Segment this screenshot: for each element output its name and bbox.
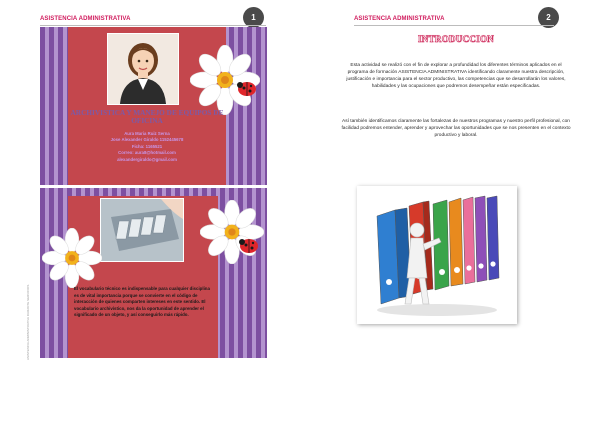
brochure-panel-top [40, 27, 267, 185]
brochure-panel-bottom [40, 188, 267, 358]
intro-paragraph: Así también identificamos claramente las fortalezas de nuestros programas y nuestro perfil profesional, con facilidad podremos entender, aprender y aprovechar las oportunidades que se nos presenten en el contexto productivo y laboral. [341, 119, 571, 139]
author-line: alexandergiraldo@gmail.com [117, 156, 177, 162]
body-paragraph: El vocabulario técnico es indispensable para cualquier disciplina es de vital importancia porque se convierte en el código de interacción de quienes comparten intereses en este sentido. El vocabulario archivístico, nos da la oportunidad de aprender el significado de un objeto, y así conseguirlo más rápido. [74, 286, 210, 317]
header-divider [40, 25, 266, 26]
flower-icon [42, 228, 102, 288]
archive-drawer-photo [100, 198, 184, 262]
author-line: Correo: aura8@hotmail.com [118, 150, 176, 156]
page-header: ASISTENCIA ADMINISTRATIVA [354, 16, 445, 22]
author-info [68, 131, 226, 163]
intro-paragraph: Esta actividad se realizó con el fin de explorar a profundidad los diferentes términos aplicados en el programa de formación ASISTENCIA ADMINISTRATIVA identificando claramente nuestra descripción, justificación e importancia para el sector productivo, las competencias que se desarrollarán los valores, habilidades y las ocupaciones que podremos desempeñar están especificadas. [346, 63, 566, 90]
flower-icon [200, 200, 264, 264]
author-line: Jose Alexander Giraldo 1152445678 [110, 137, 184, 143]
section-title: INTRODUCCION [418, 34, 495, 44]
author-line: Ficha: 1165521 [131, 143, 163, 149]
page-header: ASISTENCIA ADMINISTRATIVA [40, 16, 131, 22]
page-right [300, 0, 600, 424]
author-line: Aura Maria Ruiz Serna [124, 131, 170, 136]
ladybug-icon [236, 79, 258, 97]
spine-text: ASISTENCIA ADMINISTRATIVA DURANTE SERVICIOS [26, 284, 30, 360]
ladybug-icon [238, 236, 260, 254]
page-number: 1 [243, 7, 264, 28]
page-number: 2 [538, 7, 559, 28]
binders-illustration [357, 186, 517, 324]
document-title: ARCHIVISTICA Y MANEJO DE EQUIPOS DE OFICINA [70, 108, 224, 125]
person-avatar [107, 33, 179, 105]
header-divider [354, 25, 554, 26]
